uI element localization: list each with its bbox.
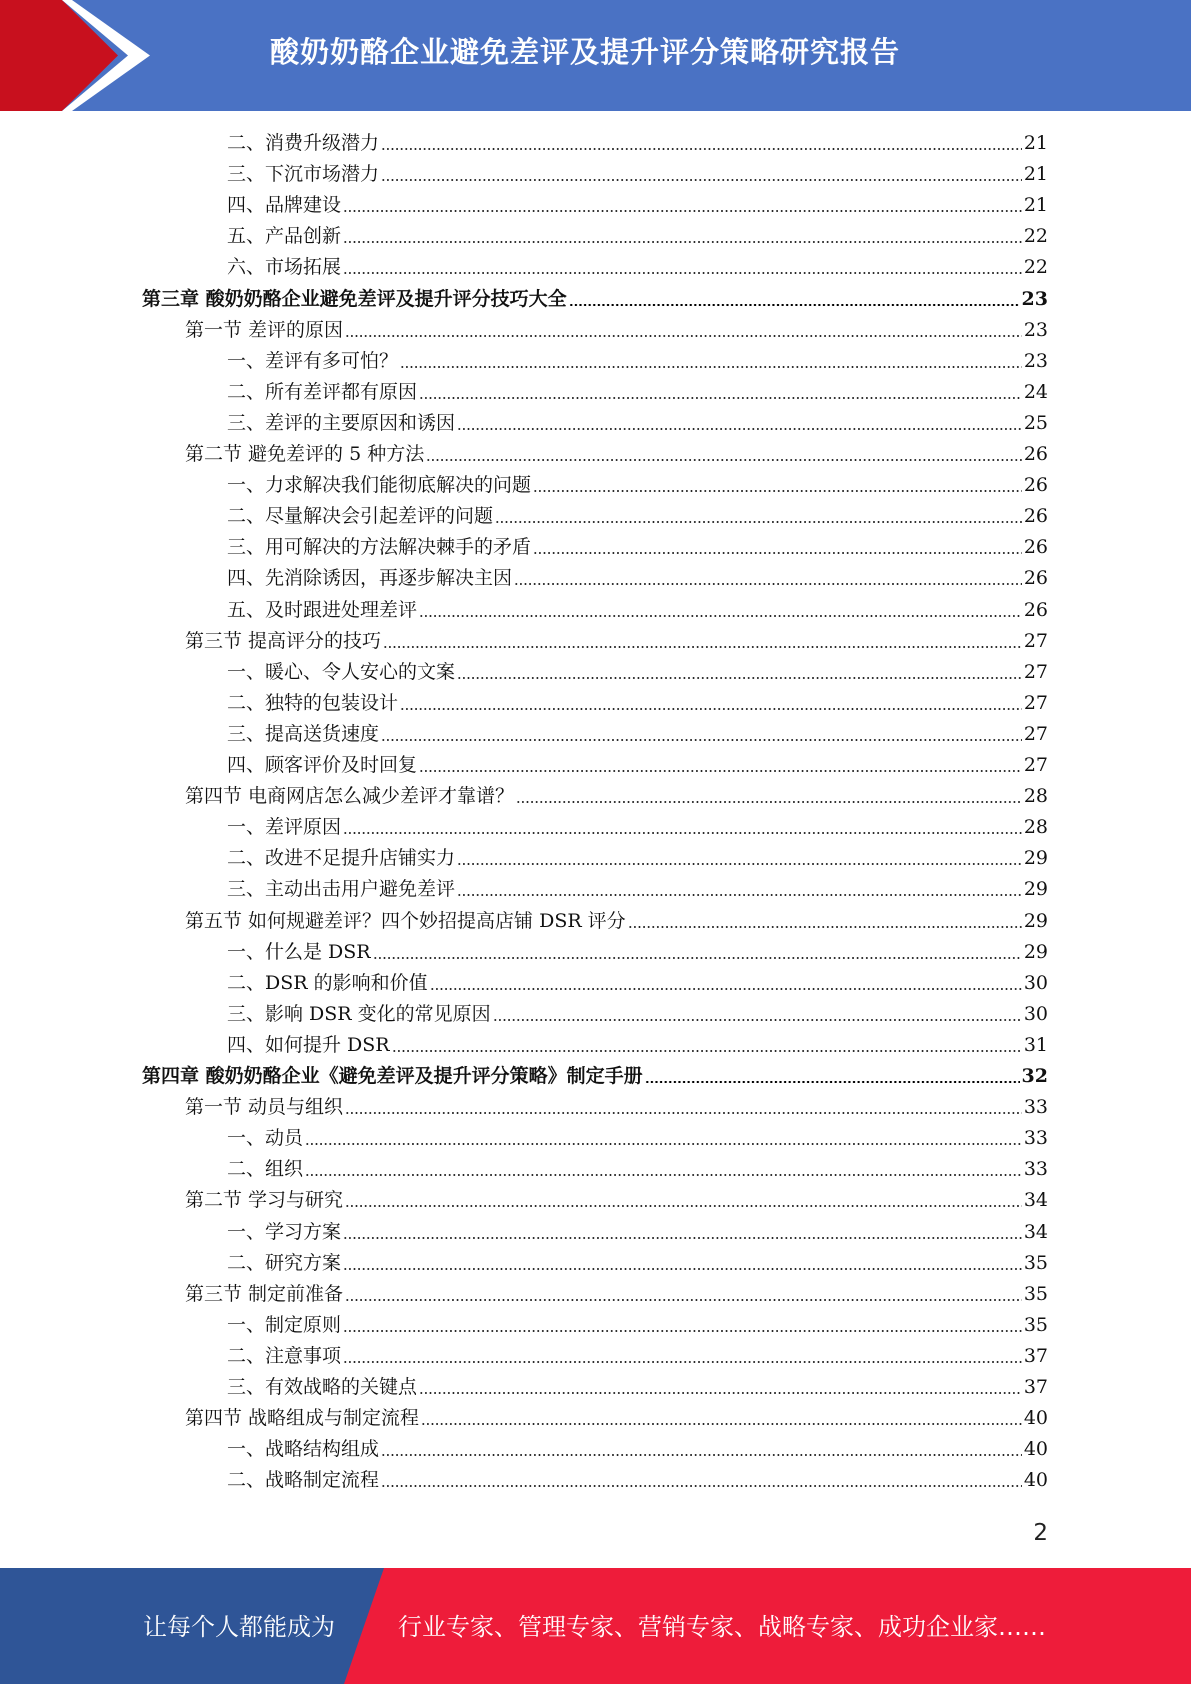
toc-entry-page: 30 [1023,971,1048,994]
toc-entry-title: 六、市场拓展 [227,256,342,279]
toc-entry-title: 三、主动出击用户避免差评 [227,878,456,901]
toc-entry-title: 第三节 制定前准备 [185,1282,344,1305]
header-arrow-decoration [0,0,160,111]
toc-entry-page: 29 [1023,847,1048,870]
toc-dot-leader [345,1205,1022,1207]
toc-dot-leader [343,832,1022,834]
toc-dot-leader [305,1143,1022,1145]
toc-entry-page: 32 [1021,1065,1048,1087]
toc-dot-leader [400,708,1022,710]
toc-dot-leader [421,1423,1022,1425]
toc-entry-title: 一、暖心、令人安心的文案 [227,660,456,683]
toc-dot-leader [345,1299,1022,1301]
toc-entry-title: 五、产品创新 [227,225,342,248]
toc-chapter-entry[interactable] [142,284,1048,315]
toc-entry-title: 一、力求解决我们能彻底解决的问题 [227,474,532,497]
toc-entry-title: 一、什么是 DSR [227,940,371,963]
toc-entry-title: 三、下沉市场潜力 [227,163,380,186]
toc-entry-title: 一、差评有多可怕？ [227,349,399,372]
toc-entry-title: 第四章 酸奶奶酪企业《避免差评及提升评分策略》制定手册 [142,1065,643,1087]
toc-entry-title: 一、学习方案 [227,1220,342,1243]
toc-section-entry[interactable] [185,781,1048,812]
toc-section-entry[interactable] [185,439,1048,470]
toc-dot-leader [392,1050,1022,1052]
toc-entry-title: 二、消费升级潜力 [227,132,380,154]
toc-entry-page: 27 [1023,722,1048,745]
toc-entry-page: 26 [1023,536,1048,559]
toc-dot-leader [533,552,1022,554]
toc-entry-page: 26 [1023,598,1048,621]
toc-subsection-entry[interactable] [227,1154,1048,1185]
toc-entry-page: 30 [1023,1002,1048,1025]
footer-slogan-left: 让每个人都能成为 [143,1613,335,1641]
toc-entry-title: 四、先消除诱因，再逐步解决主因 [227,567,513,590]
toc-subsection-entry[interactable] [227,719,1048,750]
toc-dot-leader [305,1174,1022,1176]
toc-dot-leader [495,521,1022,523]
toc-entry-title: 第二节 学习与研究 [185,1189,344,1212]
toc-subsection-entry[interactable] [227,377,1048,408]
toc-subsection-entry[interactable] [227,657,1048,688]
toc-subsection-entry[interactable] [227,812,1048,843]
toc-entry-page: 33 [1023,1096,1048,1119]
toc-subsection-entry[interactable] [227,128,1048,159]
toc-section-entry[interactable] [185,626,1048,657]
toc-dot-leader [514,583,1022,585]
toc-subsection-entry[interactable] [227,999,1048,1030]
page-number: 2 [1033,1520,1048,1546]
toc-entry-title: 第三章 酸奶奶酪企业避免差评及提升评分技巧大全 [142,287,567,310]
toc-entry-title: 三、有效战略的关键点 [227,1376,418,1398]
toc-entry-title: 二、独特的包装设计 [227,691,399,714]
toc-entry-title: 三、提高送货速度 [227,722,380,745]
toc-subsection-entry[interactable] [227,221,1048,252]
toc-subsection-entry[interactable] [227,470,1048,501]
toc-entry-page: 29 [1023,940,1048,963]
toc-chapter-entry[interactable] [142,1061,1048,1092]
toc-section-entry[interactable] [185,315,1048,346]
toc-entry-page: 35 [1023,1251,1048,1274]
toc-entry-page: 37 [1023,1344,1048,1367]
toc-dot-leader [419,615,1022,617]
toc-entry-page: 21 [1023,163,1048,186]
toc-dot-leader [457,894,1022,896]
toc-subsection-entry[interactable] [227,688,1048,719]
toc-dot-leader [383,646,1022,648]
toc-entry-page: 24 [1023,380,1048,403]
toc-dot-leader [430,988,1022,990]
toc-subsection-entry[interactable] [227,1465,1048,1496]
toc-dot-leader [516,801,1022,803]
toc-dot-leader [343,241,1022,243]
toc-dot-leader [343,1330,1022,1332]
toc-entry-page: 29 [1023,909,1048,932]
toc-entry-page: 25 [1023,411,1048,434]
toc-section-entry[interactable] [185,1279,1048,1310]
toc-entry-page: 27 [1023,629,1048,652]
toc-entry-title: 三、差评的主要原因和诱因 [227,411,456,434]
toc-entry-page: 21 [1023,132,1048,154]
toc-entry-title: 二、DSR 的影响和价值 [227,971,428,994]
toc-entry-page: 27 [1023,660,1048,683]
toc-entry-title: 第四节 战略组成与制定流程 [185,1407,420,1430]
toc-subsection-entry[interactable] [227,1123,1048,1154]
toc-subsection-entry[interactable] [227,532,1048,563]
toc-dot-leader [381,739,1022,741]
toc-entry-page: 34 [1023,1189,1048,1212]
toc-entry-title: 第一节 差评的原因 [185,318,344,341]
toc-entry-title: 第二节 避免差评的 5 种方法 [185,443,425,465]
toc-entry-title: 四、如何提升 DSR [227,1033,390,1056]
toc-subsection-entry[interactable] [227,1030,1048,1061]
toc-entry-title: 五、及时跟进处理差评 [227,598,418,621]
toc-entry-title: 一、差评原因 [227,816,342,839]
toc-entry-title: 第四节 电商网店怎么减少差评才靠谱？ [185,785,515,808]
toc-subsection-entry[interactable] [227,937,1048,968]
toc-entry-page: 28 [1023,785,1048,808]
toc-dot-leader [381,1454,1022,1456]
toc-entry-page: 23 [1023,349,1048,372]
toc-entry-page: 27 [1023,691,1048,714]
toc-dot-leader [426,459,1022,461]
toc-entry-page: 26 [1023,443,1048,465]
toc-entry-page: 35 [1023,1282,1048,1305]
toc-entry-title: 二、组织 [227,1158,304,1181]
toc-entry-page: 40 [1023,1438,1048,1461]
toc-dot-leader [343,272,1022,274]
toc-entry-title: 二、注意事项 [227,1344,342,1367]
toc-entry-title: 一、制定原则 [227,1313,342,1336]
toc-subsection-entry[interactable] [227,501,1048,532]
toc-entry-page: 26 [1023,505,1048,528]
toc-entry-page: 33 [1023,1127,1048,1150]
toc-dot-leader [628,926,1022,928]
toc-dot-leader [381,179,1022,181]
toc-subsection-entry[interactable] [227,968,1048,999]
toc-entry-page: 35 [1023,1313,1048,1336]
toc-subsection-entry[interactable] [227,595,1048,626]
toc-entry-title: 三、影响 DSR 变化的常见原因 [227,1002,491,1025]
toc-entry-page: 31 [1023,1033,1048,1056]
toc-entry-title: 第五节 如何规避差评？四个妙招提高店铺 DSR 评分 [185,909,626,932]
toc-dot-leader [381,1485,1022,1487]
toc-entry-title: 二、改进不足提升店铺实力 [227,847,456,870]
toc-subsection-entry[interactable] [227,159,1048,190]
document-title: 酸奶奶酪企业避免差评及提升评分策略研究报告 [270,35,901,69]
toc-subsection-entry[interactable] [227,408,1048,439]
toc-entry-title: 二、战略制定流程 [227,1469,380,1492]
toc-subsection-entry[interactable] [227,563,1048,594]
toc-entry-title: 四、顾客评价及时回复 [227,754,418,776]
toc-subsection-entry[interactable] [227,1434,1048,1465]
toc-entry-page: 26 [1023,567,1048,590]
toc-entry-title: 四、品牌建设 [227,194,342,217]
toc-entry-page: 29 [1023,878,1048,901]
toc-entry-page: 21 [1023,194,1048,217]
toc-subsection-entry[interactable] [227,346,1048,377]
toc-entry-page: 40 [1023,1469,1048,1492]
toc-subsection-entry[interactable] [227,843,1048,874]
toc-dot-leader [533,490,1022,492]
footer-band [0,1568,1191,1684]
toc-entry-title: 二、尽量解决会引起差评的问题 [227,505,494,528]
toc-entry-title: 二、研究方案 [227,1251,342,1274]
toc-entry-page: 23 [1021,287,1048,310]
toc-dot-leader [343,1361,1022,1363]
toc-dot-leader [457,677,1022,679]
toc-subsection-entry[interactable] [227,1372,1048,1403]
toc-dot-leader [419,770,1022,772]
toc-entry-page: 23 [1023,318,1048,341]
toc-entry-title: 一、战略结构组成 [227,1438,380,1461]
toc-entry-title: 一、动员 [227,1127,304,1150]
toc-section-entry[interactable] [185,906,1048,937]
toc-dot-leader [569,304,1020,306]
toc-subsection-entry[interactable] [227,190,1048,221]
toc-dot-leader [343,1237,1022,1239]
toc-section-entry[interactable] [185,1403,1048,1434]
toc-subsection-entry[interactable] [227,1217,1048,1248]
toc-dot-leader [400,366,1022,368]
toc-entry-page: 28 [1023,816,1048,839]
toc-entry-title: 第一节 动员与组织 [185,1096,344,1119]
toc-dot-leader [343,1268,1022,1270]
header-band [0,0,1191,111]
toc-entry-page: 27 [1023,754,1048,776]
footer-slogan-right: 行业专家、管理专家、营销专家、战略专家、成功企业家…… [398,1613,1046,1641]
toc-subsection-entry[interactable] [227,1310,1048,1341]
toc-section-entry[interactable] [185,1185,1048,1216]
toc-entry-title: 第三节 提高评分的技巧 [185,629,382,652]
toc-dot-leader [381,148,1022,150]
toc-entry-page: 26 [1023,474,1048,497]
toc-entry-page: 22 [1023,225,1048,248]
toc-dot-leader [373,957,1022,959]
toc-subsection-entry[interactable] [227,874,1048,905]
toc-dot-leader [419,397,1022,399]
toc-dot-leader [343,210,1022,212]
toc-dot-leader [345,1112,1022,1114]
toc-section-entry[interactable] [185,1092,1048,1123]
toc-dot-leader [345,335,1022,337]
toc-subsection-entry[interactable] [227,750,1048,781]
toc-entry-page: 22 [1023,256,1048,279]
toc-dot-leader [645,1081,1020,1083]
toc-subsection-entry[interactable] [227,1341,1048,1372]
toc-entry-page: 37 [1023,1376,1048,1398]
toc-dot-leader [493,1019,1022,1021]
toc-subsection-entry[interactable] [227,252,1048,283]
toc-dot-leader [419,1392,1022,1394]
toc-entry-page: 34 [1023,1220,1048,1243]
toc-entry-page: 33 [1023,1158,1048,1181]
toc-subsection-entry[interactable] [227,1248,1048,1279]
toc-dot-leader [457,863,1022,865]
toc-entry-title: 二、所有差评都有原因 [227,380,418,403]
toc-entry-title: 三、用可解决的方法解决棘手的矛盾 [227,536,532,559]
toc-entry-page: 40 [1023,1407,1048,1430]
toc-dot-leader [457,428,1022,430]
